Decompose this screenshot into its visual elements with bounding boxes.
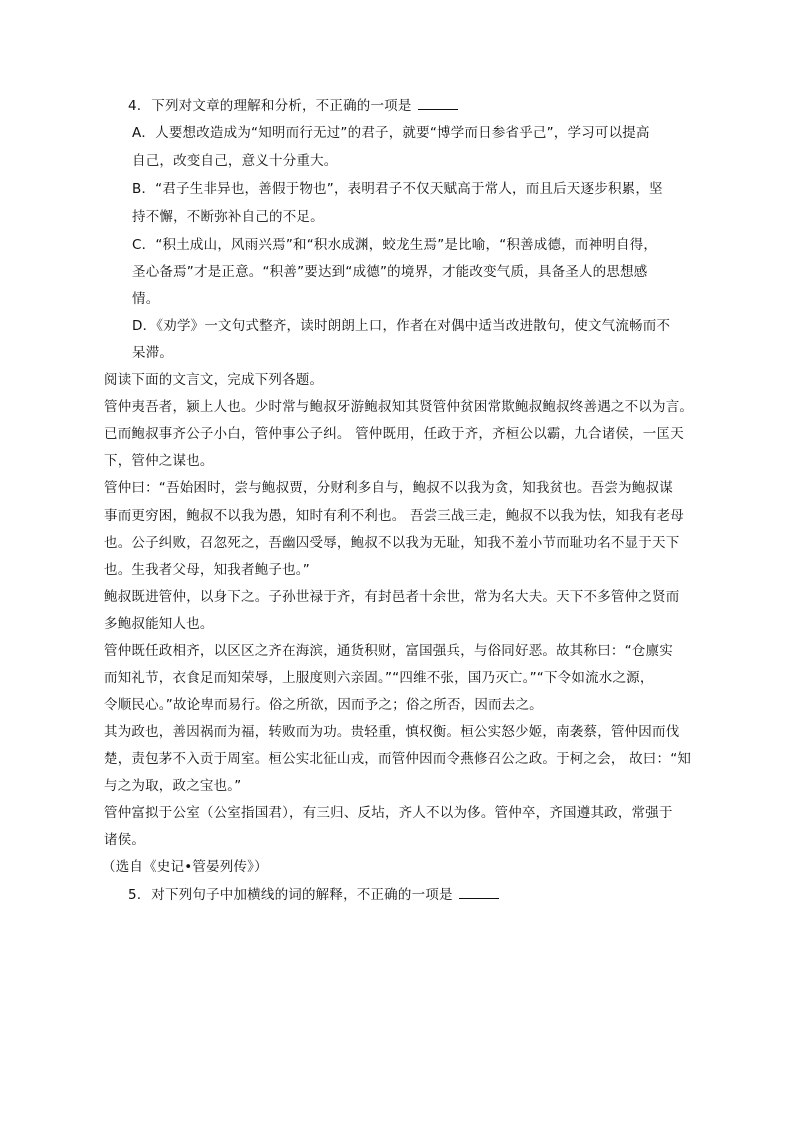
passage-para-2-line-3: 也。公子纠败，召忽死之，吾幽囚受辱，鲍叔不以我为无耻，知我不羞小节而耻功名不显于天下 (104, 535, 680, 551)
option-b-line-1: B．“君子生非异也，善假于物也”，表明君子不仅天赋高于常人，而且后天逐步积累，坚 (132, 181, 663, 197)
passage-para-2-line-1: 管仲曰：“吾始困时，尝与鲍叔贾，分财利多自与，鲍叔不以我为贪，知我贫也。吾尝为鲍叔谋 (104, 480, 673, 496)
passage-para-2-line-2: 事而更穷困，鲍叔不以我为愚，知时有利不利也。 吾尝三战三走，鲍叔不以我为怯，知我有老母 (104, 508, 684, 524)
passage-source: （选自《史记•管晏列传》） (102, 859, 268, 875)
passage-para-4-line-3: 令顺民心。”故论卑而易行。俗之所欲，因而予之；俗之所否，因而去之。 (104, 697, 543, 713)
question-text: 对下列句子中加横线的词的解释，不正确的一项是 (151, 887, 453, 903)
passage-para-1-line-2: 已而鲍叔事齐公子小白，管仲事公子纠。 管仲既用，任政于齐，齐桓公以霸，九合诸侯，一匡天 (104, 426, 684, 442)
option-d-line-1: D．《劝学》一文句式整齐，读时朗朗上口，作者在对偶中适当改进散句，使文气流畅而不 (132, 318, 671, 334)
passage-para-5-line-2: 楚，责包茅不入贡于周室。桓公实北征山戎，而管仲因而令燕修召公之政。于柯之会， 故曰：“知 (104, 751, 692, 767)
passage-para-5-line-3: 与之为取，政之宝也。” (104, 778, 242, 794)
answer-blank[interactable] (459, 886, 499, 899)
passage-para-5-line-1: 其为政也，善因祸而为福，转败而为功。贵轻重，慎权衡。桓公实怒少姬，南袭蔡，管仲因而伐 (104, 724, 680, 740)
passage-para-4-line-2: 而知礼节，衣食足而知荣辱，上服度则六亲固。”“四维不张，国乃灭亡。”“下令如流水之源， (104, 670, 654, 686)
option-d-line-2: 呆滞。 (132, 345, 174, 361)
passage-para-6-line-1: 管仲富拟于公室（公室指国君），有三归、反坫，齐人不以为侈。管仲卒，齐国遵其政，常强于 (104, 805, 673, 821)
passage-para-6-line-2: 诸侯。 (104, 832, 146, 848)
passage-para-4-line-1: 管仲既任政相齐，以区区之齐在海滨，通货积财，富国强兵，与俗同好恶。故其称曰：“仓廪实 (104, 643, 673, 659)
question-text: 下列对文章的理解和分析，不正确的一项是 (151, 98, 412, 114)
question-number: 4. (128, 98, 142, 114)
option-c-line-1: C．“积土成山，风雨兴焉”和“积水成渊，蛟龙生焉”是比喻，“积善成德，而神明自得， (132, 237, 658, 253)
answer-blank[interactable] (418, 97, 458, 110)
option-a-line-2: 自己，改变自己，意义十分重大。 (132, 153, 338, 169)
passage-para-2-line-4: 也。生我者父母，知我者鲍子也。” (104, 562, 310, 578)
option-b-line-2: 持不懈，不断弥补自己的不足。 (132, 209, 324, 225)
option-c-line-3: 情。 (132, 291, 160, 307)
passage-para-3-line-2: 多鲍叔能知人也。 (104, 616, 214, 632)
option-a-line-1: A．人要想改造成为“知明而行无过”的君子，就要“博学而日参省乎己”，学习可以提高 (132, 125, 650, 141)
question-4-stem (128, 97, 458, 115)
passage-intro: 阅读下面的文言文，完成下列各题。 (104, 372, 324, 388)
question-number: 5. (128, 887, 142, 903)
option-c-line-2: 圣心备焉”才是正意。“积善”要达到“成德”的境界，才能改变气质，具备圣人的思想感 (132, 264, 648, 280)
passage-para-3-line-1: 鲍叔既进管仲，以身下之。子孙世禄于齐，有封邑者十余世，常为名大夫。天下不多管仲之贤而 (104, 589, 680, 605)
question-5-stem (128, 886, 499, 904)
passage-para-1-line-1: 管仲夷吾者，颍上人也。少时常与鲍叔牙游鲍叔知其贤管仲贫困常欺鲍叔鲍叔终善遇之不以为言。 (104, 399, 694, 415)
passage-para-1-line-3: 下，管仲之谋也。 (104, 453, 214, 469)
